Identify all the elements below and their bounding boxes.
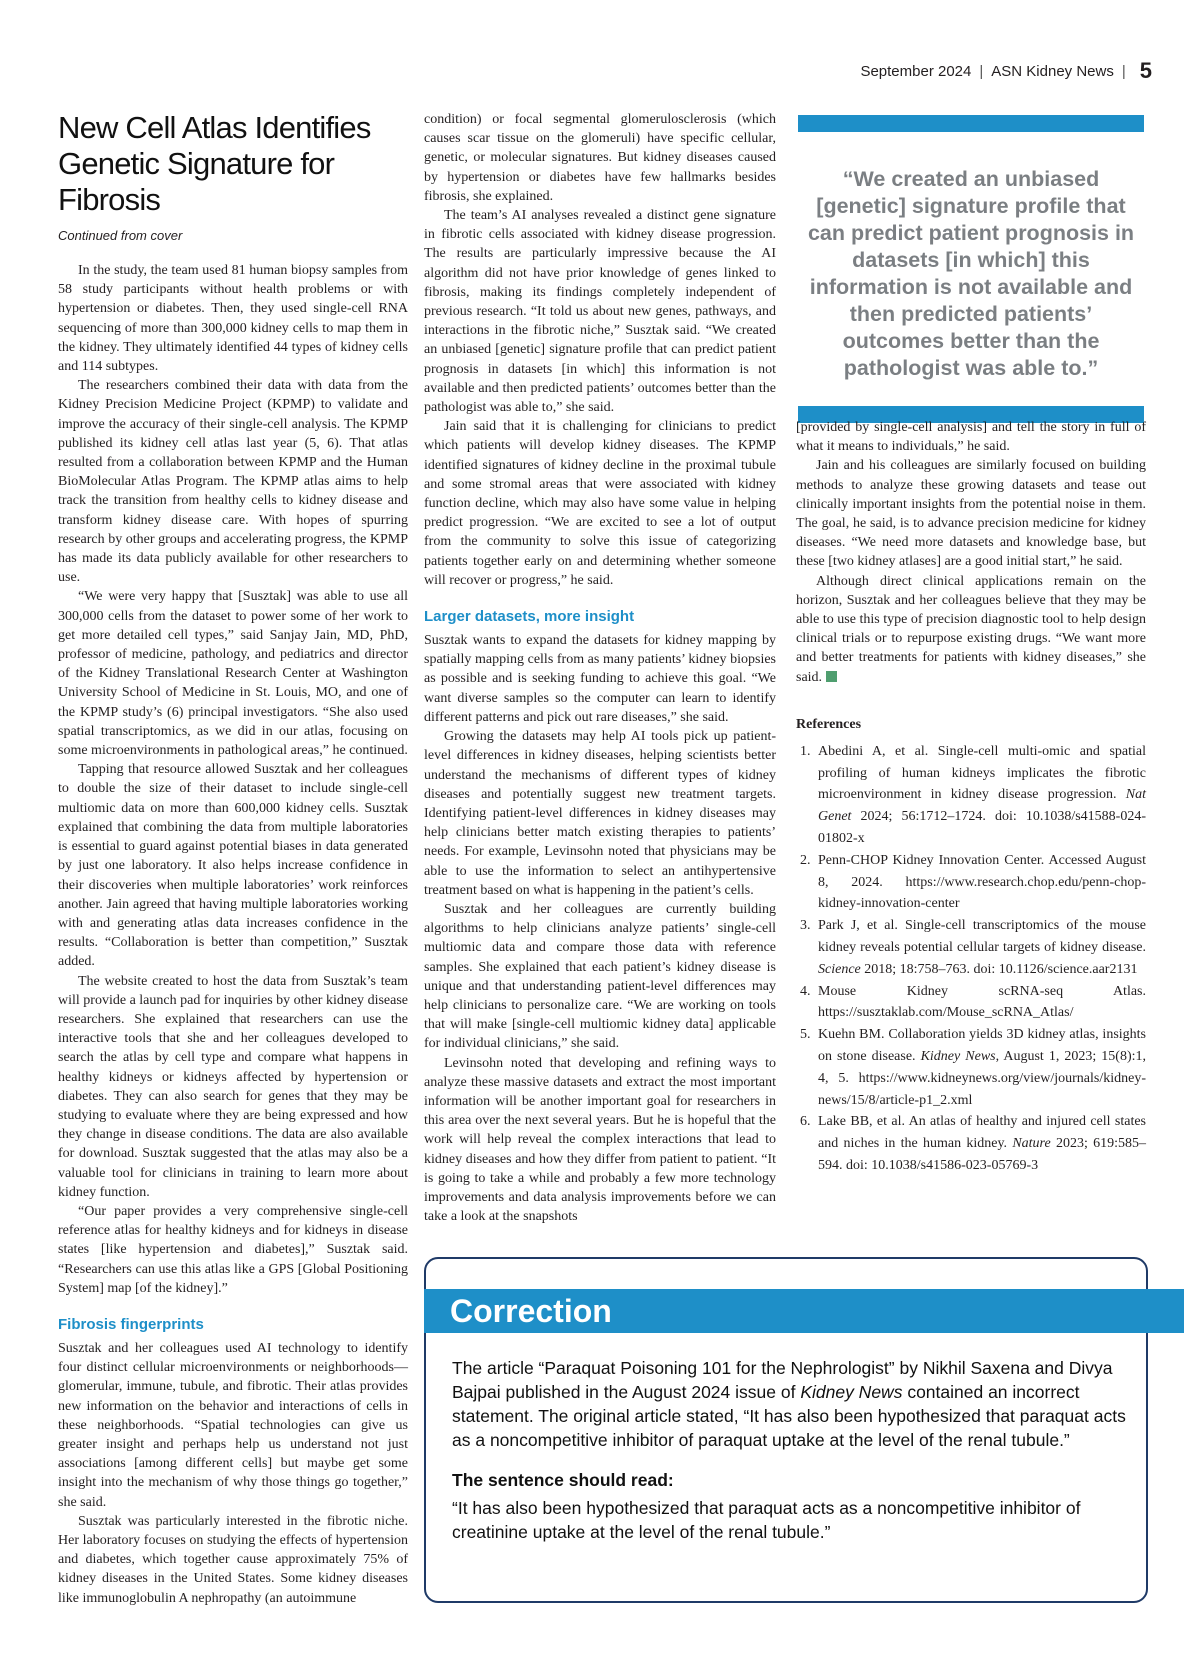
correction-body: [452, 1356, 1132, 1544]
paragraph: [provided by single-cell analysis] and tell the story in full of what it means to individuals,” he said.: [796, 420, 1146, 455]
article-headline: New Cell Atlas Identifies Genetic Signature for Fibrosis: [58, 110, 371, 217]
pull-quote-top-bar: [798, 115, 1144, 132]
paragraph: Susztak was particularly interested in the fibrotic niche. Her laboratory focuses on studying the effects of hypertension and diabetes, which together cause approximately 75% of kidney diseases in the United States. Some kidney diseases like immunoglobulin A nephropathy (an autoimmune: [58, 1513, 408, 1606]
header-separator: |: [979, 62, 984, 80]
publication-name: ASN Kidney News: [991, 62, 1114, 80]
paragraph: condition) or focal segmental glomerulosclerosis (which causes scar tissue on the glomeruli) have specific cellular, genetic, or molecular signatures. But kidney diseases caused by hypertension or diabetes have few hallmarks besides fibrosis, she explained.: [424, 112, 776, 204]
paragraph: In the study, the team used 81 human biopsy samples from 58 study participants without health problems or with hypertension or diabetes. Then, they used single-cell RNA sequencing of more than 300,000 kidney cells to map them in the kidney. They ultimately identified 44 types of kidney cells and 114 subtypes.: [58, 263, 408, 375]
reference-item: 1. Abedini A, et al. Single-cell multi-omic and spatial profiling of human kidneys implicates the fibrotic microenvironment in kidney disease progression. Nat Genet 2024; 56:1712–1724. doi: 10.1038/s41588-024-01802-x: [814, 741, 1146, 850]
paragraph-text: Although direct clinical applications remain on the horizon, Susztak and her colleagues believe that they may be able to use this type of precision diagnostic tool to help design clinical trials or to repurpose existing drugs. “We want more and better treatments for patients with kidney diseases,” she said.: [796, 573, 1146, 685]
correction-box: [424, 1257, 1148, 1603]
paragraph: The website created to host the data from Susztak’s team will provide a launch pad for inquiries by other kidney disease researchers. She explained that researchers can use the interactive tools that she and her colleagues developed to search the atlas by cell type and compare what happens in healthy kidneys or kidneys affected by hypertension or diabetes. They can also search for genes that they may be studying to evaluate where they are being expressed and how they change in disease conditions. The data are also available for download. Susztak suggested that the atlas may also be a valuable tool for clinicians in training to learn more about kidney function.: [58, 973, 408, 1200]
page-header: [860, 58, 1152, 84]
references-title: References: [796, 716, 862, 732]
paragraph: The team’s AI analyses revealed a distinct gene signature in fibrotic cells associated with kidney disease progression. The results are particularly impressive because the AI algorithm did not have prior knowledge of genes linked to fibrosis, making its findings completely independent of previous research. “It told us about new genes, pathways, and interactions in the fibrotic niche,” Susztak said. “We created an unbiased [genetic] signature profile that can predict patient prognosis in datasets [in which] this information is not available and then predicted patients’ outcomes better than the pathologist was able to,” she said.: [424, 208, 776, 416]
correction-statement: The article “Paraquat Poisoning 101 for the Nephrologist” by Nikhil Saxena and Divya Bajpai published in the August 2024 issue of Kidney News contained an incorrect statement. The original article stated, “It has also been hypothesized that paraquat acts as a noncompetitive inhibitor of paraquat uptake at the level of the renal tubule.”: [452, 1358, 1126, 1450]
reference-item: 4. Mouse Kidney scRNA-seq Atlas. https://susztaklab.com/Mouse_scRNA_Atlas/: [814, 981, 1146, 1025]
paragraph: “Our paper provides a very comprehensive single-cell reference atlas for healthy kidneys and for kidneys in disease states [like hypertension and diabetes],” Susztak said. “Researchers can use this atlas like a GPS [Global Positioning System] map [of the kidney].”: [58, 1203, 408, 1296]
paragraph: Susztak and her colleagues are currently building algorithms to help clinicians analyze patients’ single-cell multiomic data and compare those data with reference samples. She explained that each patient’s kidney disease is unique and that understanding patient-level differences may help clinicians to personalize care. “We are working on tools that will make [single-cell multiomic kidney data] applicable for individual clinicians,” she said.: [424, 901, 776, 1052]
correction-title: Correction: [424, 1289, 1184, 1333]
paragraph: Jain said that it is challenging for clinicians to predict which patients will develop kidney diseases. The KPMP identified signatures of kidney decline in the proximal tubule and some stromal areas that were associated with kidney function decline, which may also have some value in helping predict progression. “We are excited to see a lot of output from the community to solve this issue of categorizing patients together early on and determining whether someone will recover or progress,” he said.: [424, 419, 776, 588]
pull-quote: “We created an unbiased [genetic] signature profile that can predict patient prognosis in datasets [in which] this information is not available and then predicted patients’ outcomes better than the pathologist was able to.”: [807, 167, 1135, 380]
column-3: [796, 418, 1146, 1177]
paragraph: Susztak wants to expand the datasets for kidney mapping by spatially mapping cells from as many patients’ kidney biopsies as possible and is seeking funding to achieve this goal. “We want diverse samples so the computer can learn to identify different patterns and pick out rare diseases,” she said.: [424, 633, 776, 725]
reference-item: 6. Lake BB, et al. An atlas of healthy and injured cell states and niches in the human kidney. Nature 2023; 619:585–594. doi: 10.1038/s41586-023-05769-3: [814, 1111, 1146, 1176]
column-1: [58, 110, 408, 1608]
reference-item: 3. Park J, et al. Single-cell transcriptomics of the mouse kidney reveals potential cellular targets of kidney disease. Science 2018; 18:758–763. doi: 10.1126/science.aar2131: [814, 915, 1146, 980]
page-number: 5: [1139, 58, 1152, 83]
continued-note: Continued from cover: [58, 228, 183, 243]
corrected-sentence: “It has also been hypothesized that paraquat acts as a noncompetitive inhibitor of creatinine uptake at the level of the renal tubule.”: [452, 1498, 1081, 1542]
header-separator: |: [1121, 62, 1126, 80]
references-list: [796, 741, 1146, 1177]
issue-date: September 2024: [860, 62, 972, 80]
correction-subhead: The sentence should read:: [452, 1470, 674, 1490]
paragraph: Jain and his colleagues are similarly focused on building methods to analyze these growing datasets and tease out clinically important insights from the potential noise in them. The goal, he said, is to advance precision medicine for kidney diseases. “We need more datasets and knowledge base, but these [two kidney atlases] are a good initial start,” he said.: [796, 458, 1146, 570]
reference-item: 5. Kuehn BM. Collaboration yields 3D kidney atlas, insights on stone disease. Kidney News, August 1, 2023; 15(8):1, 4, 5. https://www.kidneynews.org/view/journals/kidney-news/15/8/article-p1_2.xml: [814, 1024, 1146, 1111]
paragraph: Levinsohn noted that developing and refining ways to analyze these massive datasets and extract the most important information will be another important goal for researchers in this area over the next several years. But he is hopeful that the work will help reveal the complex interactions that lead to kidney diseases and how they differ from patient to patient. “It is going to take a while and probably a few more technology improvements and data analysis improvements before we can take a look at the snapshots: [424, 1055, 776, 1225]
paragraph: [796, 572, 1146, 687]
subhead-fibrosis: Fibrosis fingerprints: [58, 1315, 204, 1333]
paragraph: Growing the datasets may help AI tools pick up patient-level differences in kidney diseases, helping scientists better understand the mechanisms of different types of kidney diseases and potentially suggest new treatment targets. Identifying patient-level differences in kidney diseases may help clinicians better match existing therapies to patients’ needs. For example, Levinsohn noted that physicians may be able to use the information to select an antihypertensive treatment based on what is happening in the patient’s cells.: [424, 729, 776, 898]
subhead-larger-datasets: Larger datasets, more insight: [424, 608, 635, 626]
pull-quote-box: [798, 115, 1144, 423]
end-mark-icon: [826, 671, 837, 682]
paragraph: “We were very happy that [Susztak] was able to use all 300,000 cells from the dataset to power some of her work to get more detailed cell types,” said Sanjay Jain, MD, PhD, professor of medicine, pathology, and pediatrics and director of the Kidney Translational Research Center at Washington University School of Medicine in St. Louis, MO, and one of the KPMP study’s (6) principal investigators. “She also used spatial transcriptomics, as we did in our atlas, focusing on some microenvironments in pathological areas,” he continued.: [58, 589, 408, 759]
paragraph: Susztak and her colleagues used AI technology to identify four distinct cellular microenvironments or neighborhoods—glomerular, immune, tubule, and fibrotic. Their atlas provides new information on the behavior and interactions of cells in these neighborhoods. “Spatial technologies can give us greater insight and perhaps help us understand not just associations [among different cells] but maybe get some insight into the mechanism of why those things go together,” she said.: [58, 1340, 408, 1510]
paragraph: The researchers combined their data with data from the Kidney Precision Medicine Project (KPMP) to validate and improve the accuracy of their single-cell analysis. The KPMP published its kidney cell atlas last year (5, 6). That atlas resulted from a collaboration between KPMP and the Human BioMolecular Atlas Program. The KPMP atlas aims to help track the transition from healthy cells to kidney disease and transform kidney disease care. With hopes of spurring research by other groups and accelerating progress, the KPMP has made its data publicly available for other researchers to use.: [58, 378, 408, 586]
paragraph: Tapping that resource allowed Susztak and her colleagues to double the size of their dataset to include single-cell multiomic data on more than 600,000 kidney cells. Susztak explained that combining the data from multiple laboratories is essential to guard against potential biases in data generated by just one laboratory. It also helps increase confidence in their discoveries when multiple laboratories’ work reinforces another. Jain agreed that having multiple laboratories working with and generating atlas data increases confidence in the results. “Collaboration is better than competition,” Susztak added.: [58, 762, 408, 970]
reference-item: 2. Penn-CHOP Kidney Innovation Center. Accessed August 8, 2024. https://www.research.chop.edu/penn-chop-kidney-innovation-center: [814, 850, 1146, 915]
column-2: [424, 110, 776, 1226]
